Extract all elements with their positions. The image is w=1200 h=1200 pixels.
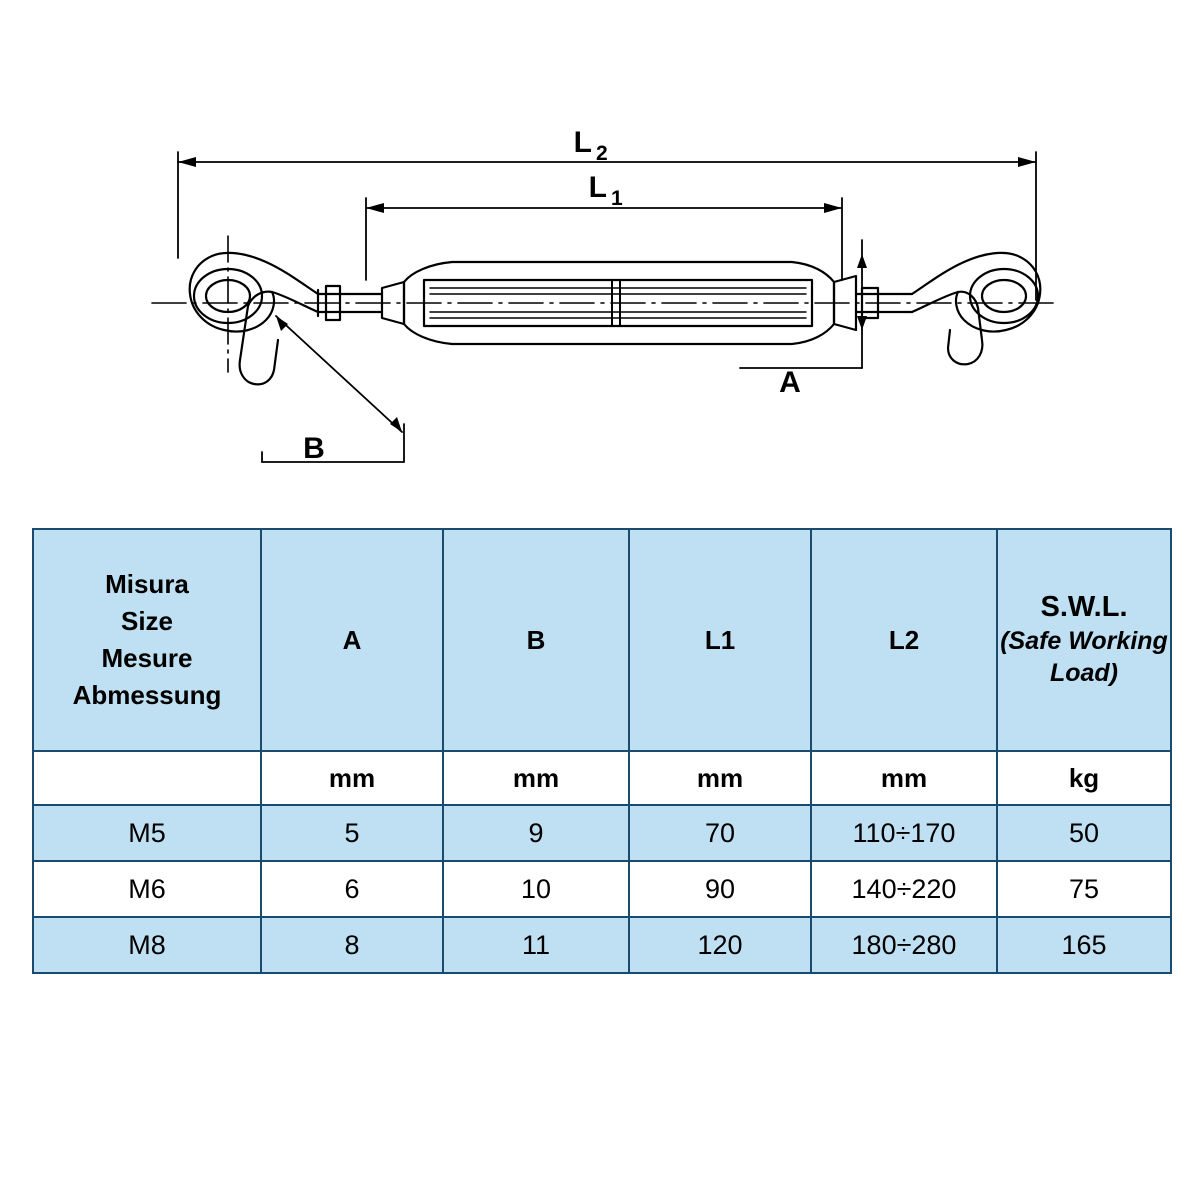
units-row: [33, 751, 1171, 805]
cell-l1: 70: [629, 805, 811, 861]
cell-size: M5: [33, 805, 261, 861]
l2-label: L: [573, 126, 592, 159]
l2-arrow-right: [1018, 157, 1036, 167]
b-arrow-upper: [276, 316, 288, 331]
header-l1: L1: [629, 529, 811, 751]
a-arrow-top: [857, 254, 867, 268]
l2-label-subscript: 2: [596, 142, 608, 165]
cell-size: M6: [33, 861, 261, 917]
spec-table-container: [32, 528, 1170, 974]
cell-l2: 140÷220: [811, 861, 997, 917]
cell-a: 8: [261, 917, 443, 973]
l1-arrow-right: [824, 203, 842, 213]
l1-label-subscript: 1: [611, 187, 623, 210]
cell-l1: 90: [629, 861, 811, 917]
units-size: [33, 751, 261, 805]
cell-l2: 180÷280: [811, 917, 997, 973]
table-header-row: [33, 529, 1171, 751]
cell-l2: 110÷170: [811, 805, 997, 861]
a-label: A: [779, 366, 801, 399]
header-size-line-2: Size: [120, 606, 174, 637]
header-size-line-3: Mesure: [101, 643, 193, 673]
right-hook-eye: [970, 269, 1038, 323]
cell-l1: 120: [629, 917, 811, 973]
cell-swl: 75: [997, 861, 1171, 917]
header-a: A: [261, 529, 443, 751]
header-swl-subtitle: (Safe Working Load): [1000, 627, 1168, 687]
table-row: [33, 805, 1171, 861]
cell-b: 11: [443, 917, 629, 973]
header-b: B: [443, 529, 629, 751]
a-arrow-bottom: [857, 316, 867, 330]
l2-arrow-left: [178, 157, 196, 167]
header-swl: [997, 529, 1171, 751]
cell-a: 6: [261, 861, 443, 917]
turnbuckle-technical-drawing: [0, 0, 1200, 510]
cell-size: M8: [33, 917, 261, 973]
cell-swl: 50: [997, 805, 1171, 861]
units-l2: mm: [811, 751, 997, 805]
header-l2: L2: [811, 529, 997, 751]
cell-b: 10: [443, 861, 629, 917]
units-a: mm: [261, 751, 443, 805]
table-row: [33, 917, 1171, 973]
units-b: mm: [443, 751, 629, 805]
l1-arrow-left: [366, 203, 384, 213]
specifications-table: [32, 528, 1172, 974]
b-dimension-line: [276, 316, 402, 432]
cell-a: 5: [261, 805, 443, 861]
left-hook-tip: [240, 292, 318, 385]
dimension-text-group: [303, 126, 801, 465]
right-hook-eye-inner: [982, 280, 1026, 312]
header-swl-title: S.W.L.: [1040, 591, 1128, 623]
cell-b: 9: [443, 805, 629, 861]
b-label: B: [303, 432, 325, 465]
header-size-line-1: Misura: [105, 569, 189, 600]
l1-label: L: [588, 171, 607, 204]
left-hook-upper-curve: [190, 253, 318, 332]
cell-swl: 165: [997, 917, 1171, 973]
units-l1: mm: [629, 751, 811, 805]
header-size: [33, 529, 261, 751]
table-row: [33, 861, 1171, 917]
header-size-line-4: Abmessung: [72, 679, 222, 710]
units-swl: kg: [997, 751, 1171, 805]
b-arrow-lower: [390, 417, 402, 432]
